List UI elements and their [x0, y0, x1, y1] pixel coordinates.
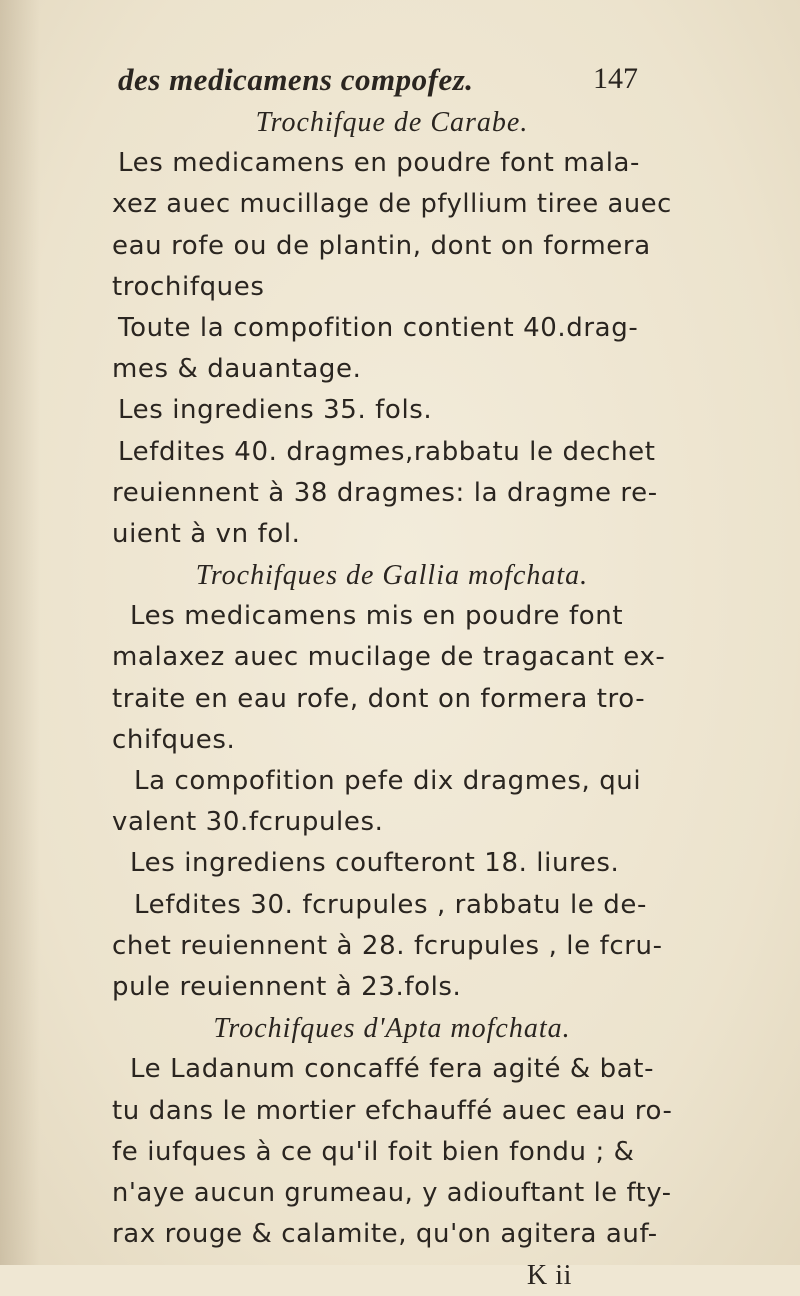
text-line: chifques. — [112, 724, 236, 755]
text-line: Les ingrediens coufteront 18. liures. — [130, 848, 620, 879]
text-line: Lefdites 30. fcrupules , rabbatu le de- — [134, 889, 647, 920]
section-heading: Trochifques d'Apta mofchata. — [213, 1013, 571, 1045]
text-line: malaxez auec mucilage de tragacant ex- — [112, 642, 666, 673]
page-number: 147 — [593, 62, 638, 95]
text-line: valent 30.fcrupules. — [112, 807, 384, 838]
text-line: Toute la compofition contient 40.drag- — [118, 312, 639, 343]
text-line: mes & dauantage. — [112, 354, 362, 385]
page-gutter-shadow — [0, 0, 40, 1265]
text-line: Le Ladanum concaffé fera agité & bat- — [130, 1054, 655, 1085]
section-heading: Trochifques de Gallia mofchata. — [195, 560, 589, 592]
text-line: Les medicamens en poudre font mala- — [118, 148, 641, 179]
text-line: eau rofe ou de plantin, dont on formera — [112, 230, 651, 261]
text-line: Les ingrediens 35. fols. — [118, 395, 433, 426]
section-heading: Trochifque de Carabe. — [255, 107, 529, 138]
text-line: n'aye aucun grumeau, y adiouftant le fty- — [112, 1177, 672, 1208]
text-line: fe iufques à ce qu'il foit bien fondu ; & — [112, 1136, 635, 1167]
text-block — [112, 102, 672, 1296]
text-line: La compofition pefe dix dragmes, qui — [134, 766, 642, 796]
text-line: chet reuiennent à 28. fcrupules , le fcru- — [112, 930, 663, 961]
running-head — [118, 62, 638, 106]
text-line: xez auec mucillage de pfyllium tiree auec — [112, 189, 672, 220]
signature-mark: K ii — [526, 1260, 572, 1292]
text-line: rax rouge & calamite, qu'on agitera auf- — [112, 1219, 658, 1250]
text-line: tu dans le mortier efchauffé auec eau ro- — [112, 1095, 673, 1126]
text-line: Lefdites 40. dragmes,rabbatu le dechet — [118, 436, 656, 467]
text-line: Les medicamens mis en poudre font — [130, 601, 624, 632]
text-line: trochifques — [112, 271, 265, 302]
text-line: traite en eau rofe, dont on formera tro- — [112, 683, 646, 714]
running-head-title: des medicamens compofez. — [118, 62, 474, 97]
text-line: pule reuiennent à 23.fols. — [112, 971, 462, 1002]
text-line: uient à vn fol. — [112, 518, 301, 549]
text-line: reuiennent à 38 dragmes: la dragme re- — [112, 477, 658, 508]
